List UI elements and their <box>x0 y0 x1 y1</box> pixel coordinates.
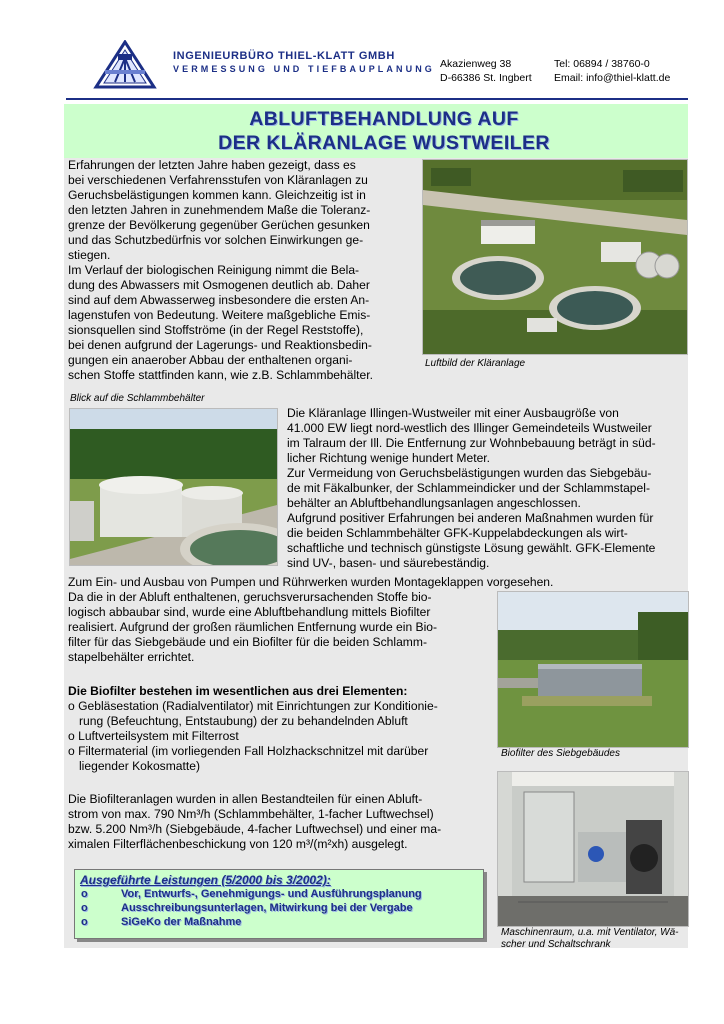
intro-text <box>68 158 410 383</box>
service-item-text: Ausschreibungsunterlagen, Mitwirkung bei der Vergabe <box>121 902 413 914</box>
text-line: dung des Abwassers mit Osmogenen deutlich ab. Daher <box>68 278 370 292</box>
list-item-text: Gebläsestation (Radialventilator) mit Einrichtungen zur Konditionie- <box>78 699 438 713</box>
caption-biofilter: Biofilter des Siebgebäudes <box>501 748 620 759</box>
text-line: bzw. 5.200 Nm³/h (Siebgebäude, 4-facher Luftwechsel) und einer ma- <box>68 822 442 836</box>
text-line: de mit Fäkalbunker, der Schlammeindicker und der Schlammstapel- <box>287 481 650 495</box>
text-line: filter für das Siebgebäude und ein Biofilter für die beiden Schlamm- <box>68 635 427 649</box>
sludge-tanks-photo <box>69 408 278 566</box>
capacity-text <box>68 792 488 852</box>
text-line: strom von max. 790 Nm³/h (Schlammbehälter, 1-facher Luftwechsel) <box>68 807 434 821</box>
text-line: Zur Vermeidung von Geruchsbelästigungen wurden das Siebgebäu- <box>287 466 652 480</box>
caption-aerial: Luftbild der Kläranlage <box>425 358 526 369</box>
address-block <box>440 57 532 85</box>
page-title-line-2: DER KLÄRANLAGE WUSTWEILER <box>218 132 550 154</box>
biofilter-photo <box>497 591 689 748</box>
text-line: stiegen. <box>68 248 111 262</box>
city: D-66386 St. Ingbert <box>440 72 532 84</box>
elements-heading: Die Biofilter bestehen im wesentlichen aus drei Elementen: <box>68 684 408 698</box>
text-line: die beiden Schlammbehälter GFK-Kuppelabdeckungen als wirt- <box>287 526 628 540</box>
text-line: behälter an Abluftbehandlungsanlagen angeschlossen. <box>287 496 581 510</box>
text-line: logisch abbaubar sind, wurde eine Abluftbehandlung mittels Biofilter <box>68 605 431 619</box>
surveying-logo-icon <box>93 40 157 90</box>
service-item <box>75 901 483 915</box>
service-item-text: Vor, Entwurfs-, Genehmigungs- und Ausführungsplanung <box>121 888 422 900</box>
company-logo <box>93 40 157 90</box>
caption-tanks: Blick auf die Schlammbehälter <box>70 393 205 404</box>
list-item <box>68 744 488 759</box>
text-line: gungen ein anaerober Abbau der enthaltenen organi- <box>68 353 353 367</box>
text-line: licher Richtung wenige hundert Meter. <box>287 451 491 465</box>
text-line: schen Stoffe stattfinden kann, wie z.B. Schlammbehälter. <box>68 368 373 382</box>
text-line: Aufgrund positiver Erfahrungen bei anderen Maßnahmen wurden für <box>287 511 654 525</box>
bullet: o <box>81 916 88 928</box>
caption-machine-room-1: Maschinenraum, u.a. mit Ventilator, Wä- <box>501 927 679 938</box>
text-line: sind auf dem Abwasserweg insbesondere die ersten An- <box>68 293 370 307</box>
contact-block <box>554 57 670 85</box>
text-line: bei denen aufgrund der Lagerungs- und Reaktionsbedin- <box>68 338 372 352</box>
phone: Tel: 06894 / 38760-0 <box>554 58 650 70</box>
text-line: sind UV-, basen- und säurebeständig. <box>287 556 490 570</box>
text-line: Die Kläranlage Illingen-Wustweiler mit einer Ausbaugröße von <box>287 406 619 420</box>
text-line: Da die in der Abluft enthaltenen, geruchsverursachenden Stoffe bio- <box>68 590 432 604</box>
text-line: stapelbehälter errichtet. <box>68 650 195 664</box>
bullet: o <box>68 744 75 758</box>
text-line: Die Biofilteranlagen wurden in allen Bestandteilen für einen Abluft- <box>68 792 423 806</box>
montage-text: Zum Ein- und Ausbau von Pumpen und Rührwerken wurden Montageklappen vorgesehen. <box>68 575 554 589</box>
text-line: und das Schutzbedürfnis vor solchen Einwirkungen ge- <box>68 233 364 247</box>
list-item-text: Filtermaterial (im vorliegenden Fall Holzhackschnitzel mit darüber <box>78 744 429 758</box>
text-line: Im Verlauf der biologischen Reinigung nimmt die Bela- <box>68 263 360 277</box>
street: Akazienweg 38 <box>440 58 512 70</box>
text-line: den letzten Jahren in zunehmendem Maße die Toleranz- <box>68 203 371 217</box>
service-item-text: SiGeKo der Maßnahme <box>121 916 242 928</box>
text-line: ximalen Filterflächenbeschickung von 120 m³/(m²xh) ausgelegt. <box>68 837 408 851</box>
list-item-continuation: liegender Kokosmatte) <box>79 759 201 773</box>
text-line: grenze der Bevölkerung gegenüber Gerüchen gesunken <box>68 218 370 232</box>
services-box <box>74 869 484 939</box>
bullet: o <box>81 902 88 914</box>
service-item <box>75 887 483 901</box>
list-item <box>68 729 488 744</box>
text-line: lagenstufen von Bedeutung. Weitere maßgebliche Emis- <box>68 308 371 322</box>
text-line: im Talraum der Ill. Die Entfernung zur Wohnbebauung beträgt in süd- <box>287 436 656 450</box>
email[interactable]: Email: info@thiel-klatt.de <box>554 72 671 84</box>
services-heading: Ausgeführte Leistungen (5/2000 bis 3/2002): <box>80 873 331 887</box>
text-line: schaftliche und technisch günstigste Lösung gewählt. GFK-Elemente <box>287 541 656 555</box>
text-line: realisiert. Aufgrund der großen räumlichen Entfernung wurde ein Bio- <box>68 620 438 634</box>
plant-description <box>287 406 687 571</box>
list-item-continuation: rung (Befeuchtung, Entstaubung) der zu behandelnden Abluft <box>79 714 408 728</box>
service-item <box>75 915 483 929</box>
machine-room-photo <box>497 771 689 927</box>
header-divider <box>66 98 688 100</box>
text-line: sionsquellen sind Stoffströme (in der Regel Reststoffe), <box>68 323 364 337</box>
firm-name: INGENIEURBÜRO THIEL-KLATT GMBH <box>173 50 395 62</box>
page-title-line-1: ABLUFTBEHANDLUNG AUF <box>249 108 519 130</box>
text-line: bei verschiedenen Verfahrensstufen von Kläranlagen zu <box>68 173 368 187</box>
elements-list <box>68 699 488 774</box>
text-line: 41.000 EW liegt nord-westlich des Illinger Gemeindeteils Wustweiler <box>287 421 652 435</box>
bullet: o <box>81 888 88 900</box>
text-line: Erfahrungen der letzten Jahre haben gezeigt, dass es <box>68 158 356 172</box>
firm-subtitle: VERMESSUNG UND TIEFBAUPLANUNG <box>173 64 435 74</box>
list-item-text: Luftverteilsystem mit Filterrost <box>78 729 239 743</box>
list-item <box>68 699 488 714</box>
bullet: o <box>68 729 75 743</box>
caption-machine-room-2: scher und Schaltschrank <box>501 939 611 950</box>
aerial-photo <box>422 159 688 355</box>
text-line: Geruchsbelästigungen kommen kann. Gleichzeitig ist in <box>68 188 366 202</box>
bullet: o <box>68 699 75 713</box>
biofilter-intro <box>68 590 488 665</box>
